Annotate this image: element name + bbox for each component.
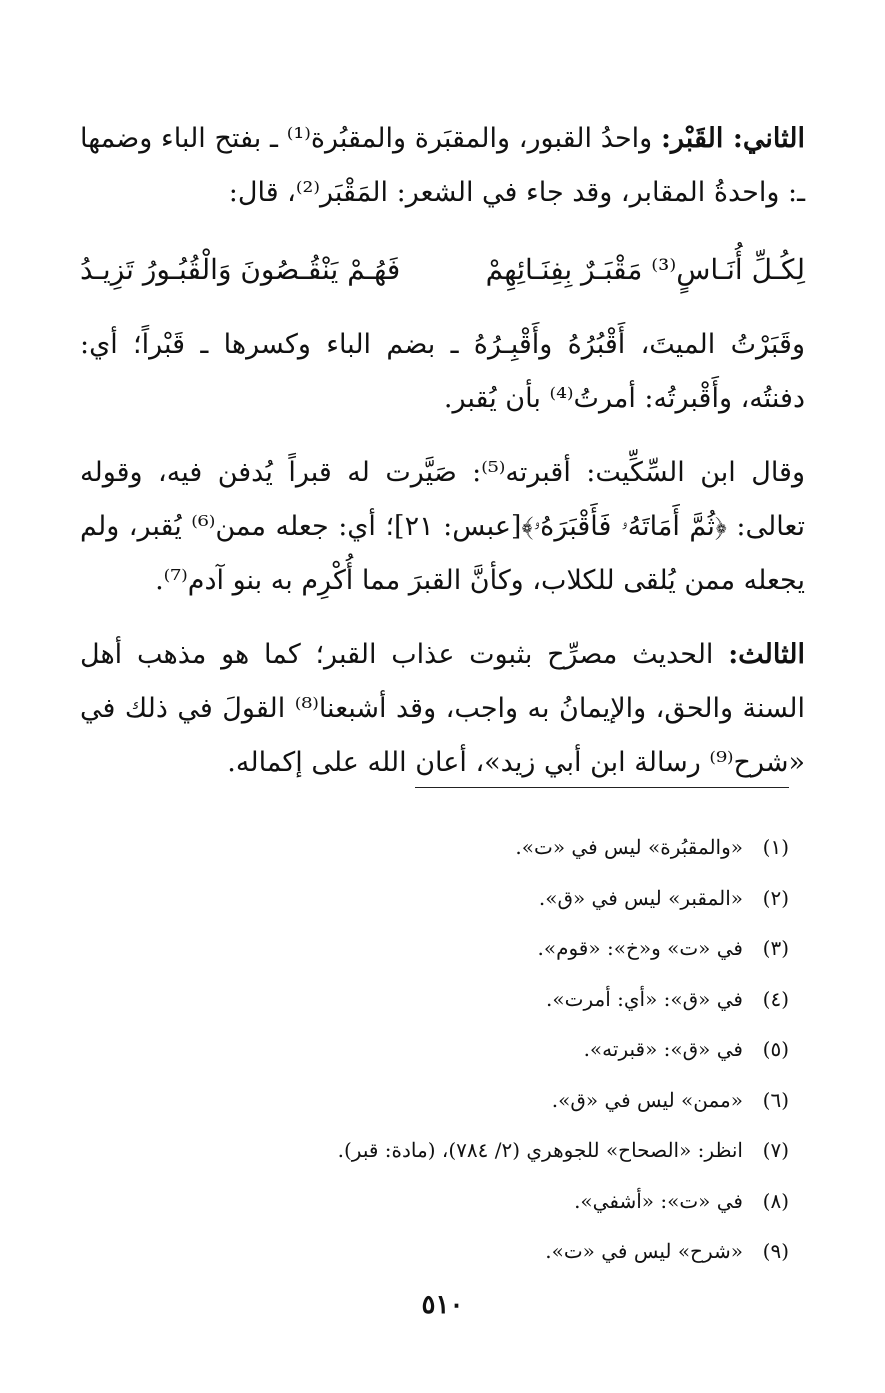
verse-first-hemistich: لِكُـلِّ أُنَـاسٍ⁽³⁾ مَقْبَـرٌ بِفِنَـائِهِمْ (485, 253, 805, 286)
paragraph-ibn-sikkit: وقال ابن السِّكِّيت: أقبرته⁽⁵⁾: صَيَّرت له قبراً يُدفن فيه، وقوله تعالى: ﴿ثُمَّ أَمَاتَهُۥ فَأَقْبَرَهُۥ﴾[عبس: ٢١]؛ أي: جعله ممن⁽⁶⁾ يُقبر، ولم يجعله ممن يُلقى للكلاب، وكأنَّ القبرَ مما أُكْرِم به بنو آدم⁽⁷⁾. (80, 457, 806, 596)
verse-second-hemistich: فَهُـمْ يَنْقُـصُونَ وَالْقُبُـورُ تَزِيـدُ (80, 253, 401, 286)
footnote-item (80, 923, 789, 974)
footnote-number: (٩) (762, 1239, 789, 1263)
paragraph-body: واحدُ القبور، والمقبَرة والمقبُرة⁽¹⁾ ـ بفتح الباء وضمها ـ: واحدةُ المقابر، وقد جاء في الشعر: المَقْبَر⁽²⁾، قال: (80, 123, 805, 208)
footnote-number: (٨) (762, 1188, 789, 1213)
footnote-item (80, 1125, 789, 1176)
footnote-divider (415, 787, 789, 788)
footnote-text: انظر: «الصحاح» للجوهري (٢/ ٧٨٤)، (مادة: قبر). (337, 1138, 743, 1162)
footnote-item (80, 822, 789, 873)
paragraph-burial: وقَبَرْتُ الميتَ، أَقْبُرُهُ وأَقْبِـرُهُ ـ بضم الباء وكسرها ـ قَبْراً؛ أي: دفنتُه، وأَقْبرتُه: أمرتُ⁽⁴⁾ بأن يُقبر. (80, 329, 805, 414)
footnote-text: «المقبر» ليس في «ق». (538, 885, 743, 910)
footnote-number: (٣) (762, 936, 789, 960)
footnote-number: (١) (762, 835, 789, 859)
footnote-item (80, 974, 789, 1025)
footnote-item (80, 1075, 789, 1126)
paragraph-lead: الثاني: القَبْر: (660, 123, 805, 154)
poetry-verse (80, 240, 805, 300)
footnote-text: «ممن» ليس في «ق». (551, 1087, 743, 1112)
paragraph-body: الحديث مصرِّح بثبوت عذاب القبر؛ كما هو مذهب أهل السنة والحق، والإيمانُ به واجب، وقد أشبعنا⁽⁸⁾ القولَ في ذلك في «شرح⁽⁹⁾ رسالة ابن أبي زيد»، أعان الله على إكماله. (80, 639, 805, 778)
footnote-text: في «ت»: «أشفي». (574, 1188, 743, 1213)
footnotes (80, 822, 789, 1277)
paragraph-third (80, 628, 805, 790)
footnote-item (80, 873, 789, 924)
page-number: ٥١٠ (421, 1290, 464, 1320)
paragraph-lead: الثالث: (728, 639, 805, 670)
footnote-number: (٦) (762, 1087, 789, 1112)
footnote-number: (٧) (762, 1138, 789, 1162)
paragraph-second (80, 112, 805, 220)
footnote-item (80, 1226, 789, 1277)
main-text (80, 112, 805, 810)
footnote-item (80, 1024, 789, 1075)
footnote-text: في «ت» و«خ»: «قوم». (537, 936, 743, 960)
footnote-number: (٤) (762, 986, 789, 1011)
footnote-text: «شرح» ليس في «ت». (545, 1239, 743, 1263)
footnote-number: (٥) (762, 1037, 789, 1061)
footnote-item (80, 1176, 789, 1227)
footnote-number: (٢) (762, 885, 789, 910)
footnote-text: في «ق»: «أي: أمرت». (546, 986, 743, 1011)
footnote-text: في «ق»: «قبرته». (583, 1037, 743, 1061)
footnote-text: «والمقبُرة» ليس في «ت». (515, 835, 743, 859)
